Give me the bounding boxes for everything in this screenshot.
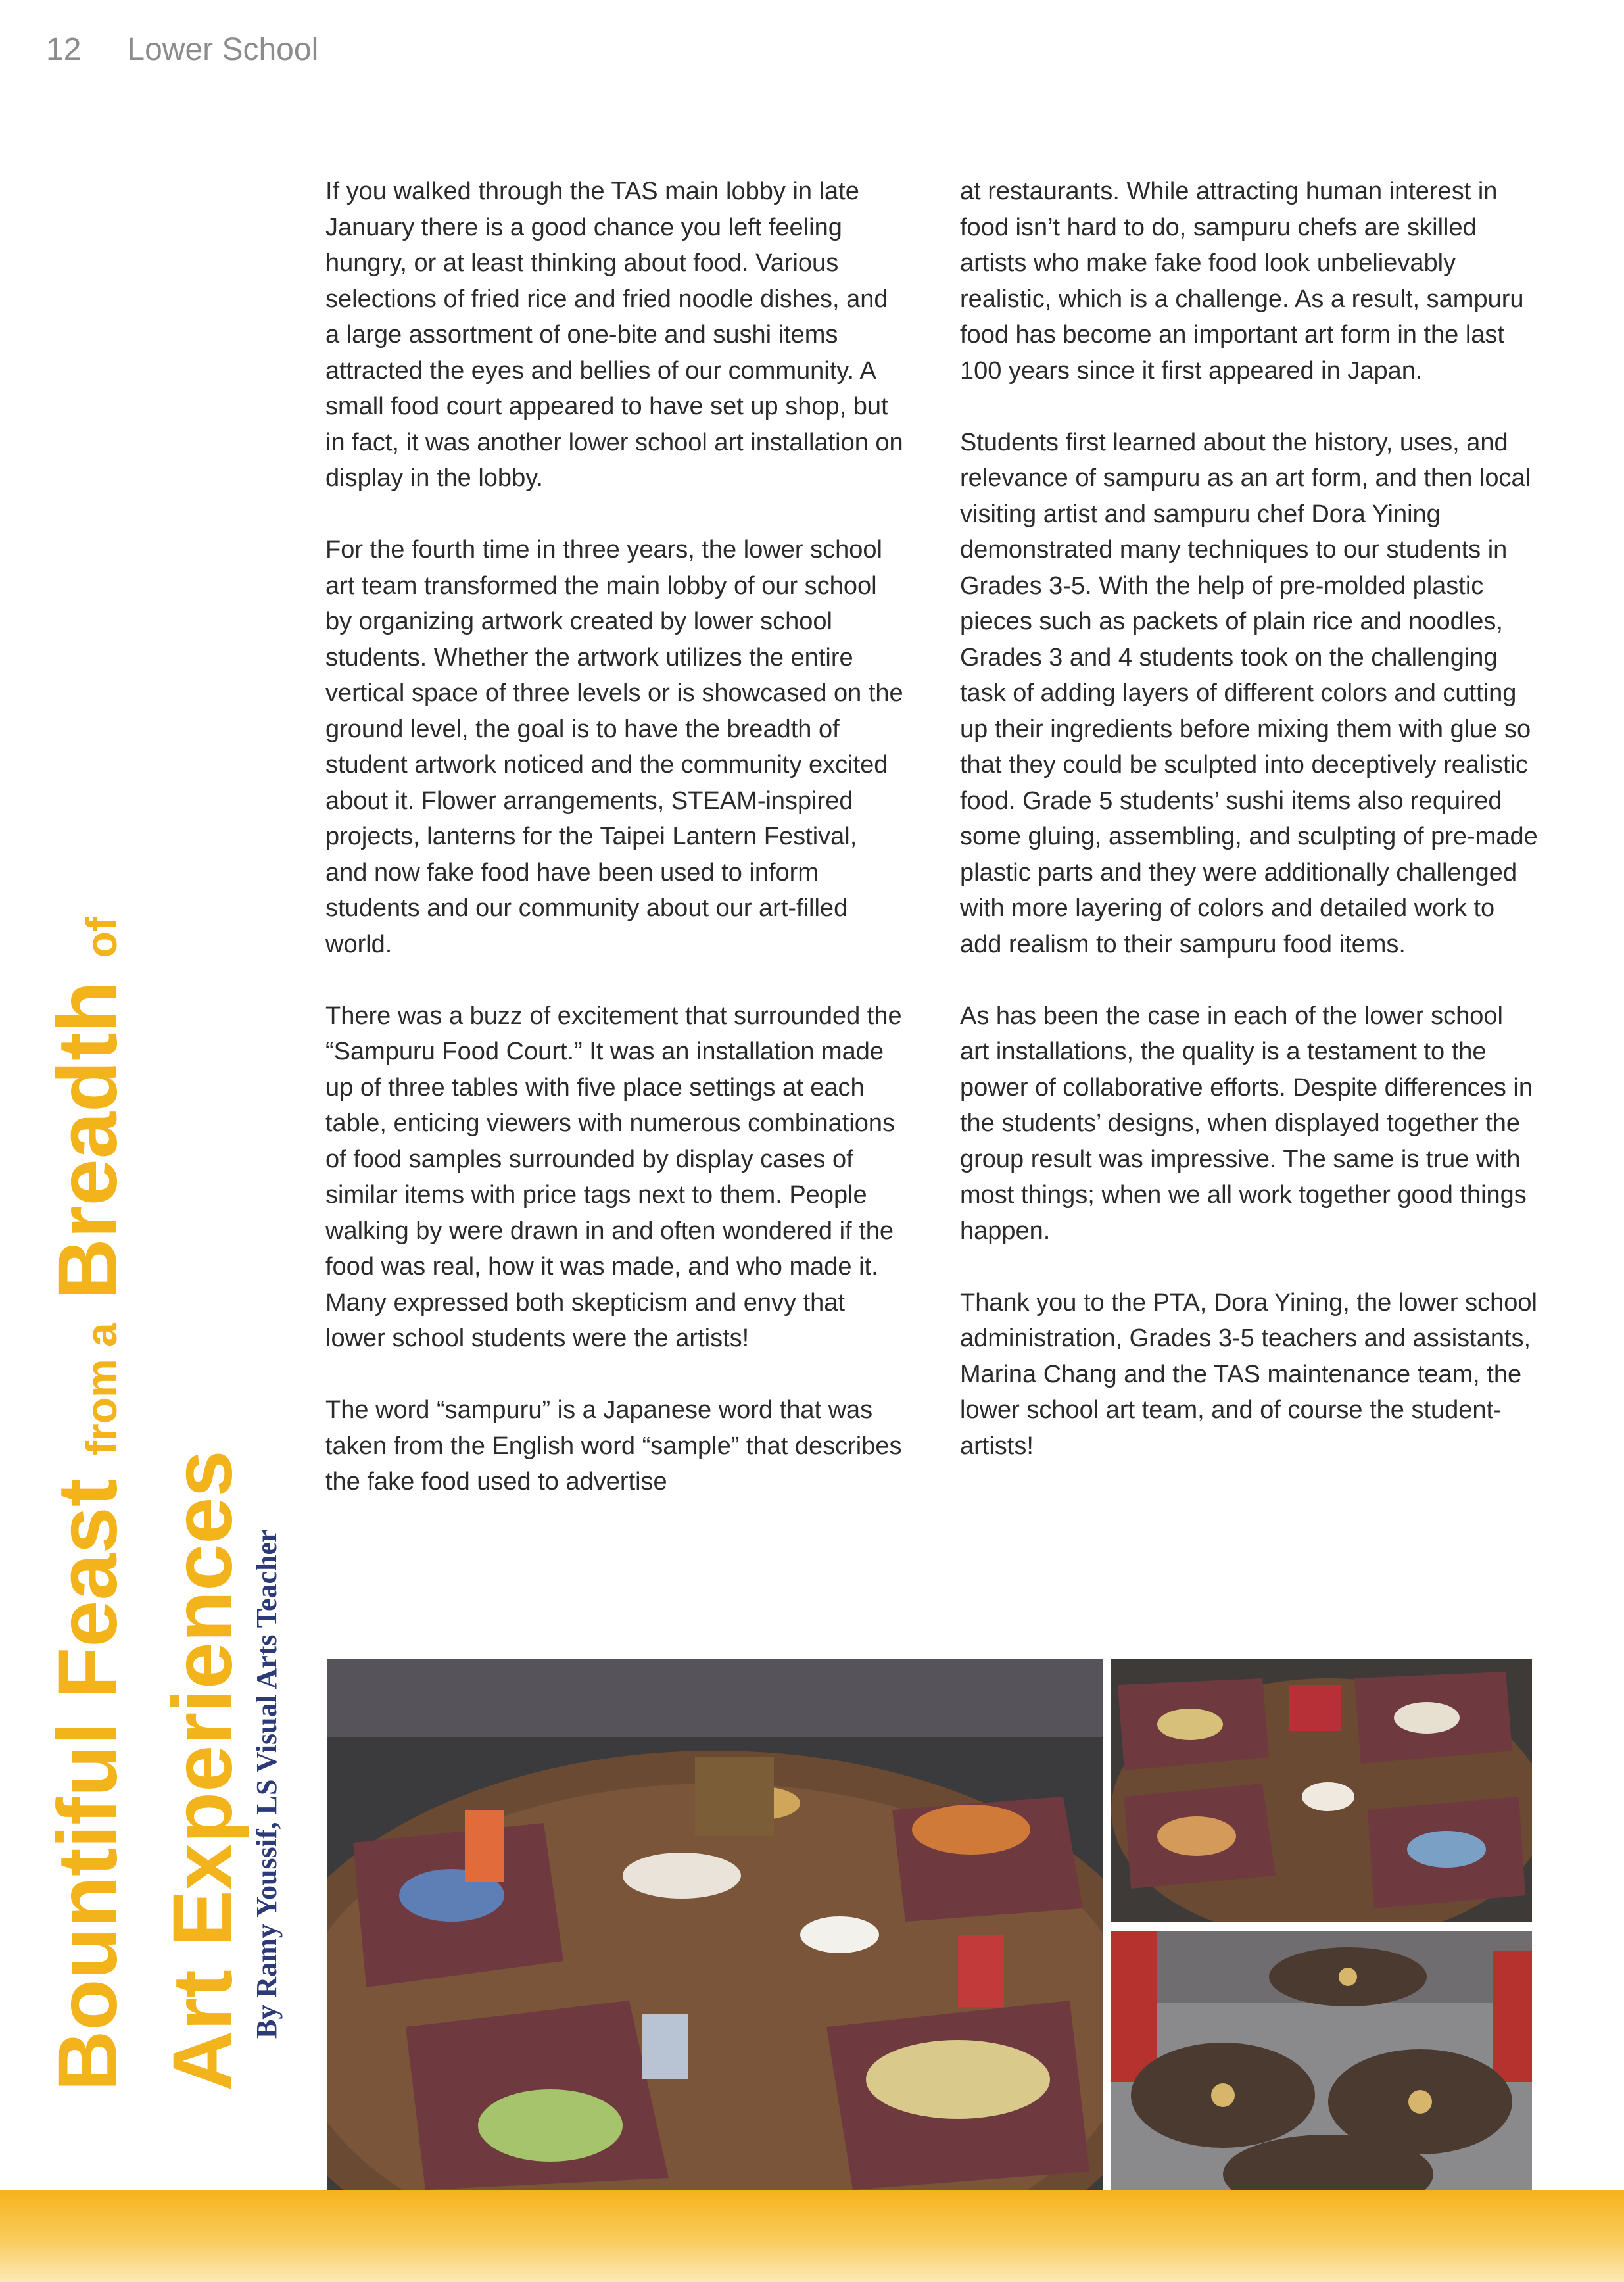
byline: By Ramy Youssif, LS Visual Arts Teacher [251, 1529, 283, 2039]
title-line-2: Art Experiences [156, 1450, 250, 2091]
photo-food-table-closeup [327, 1659, 1103, 2190]
title-part-from-a: from a [77, 1323, 126, 1455]
title-line-1 [41, 917, 135, 2091]
paragraph: at restaurants. While attracting human interest in food isn’t hard to do, sampuru chefs are skilled artists who make fake food look unbelievably realistic, which is a challenge. As a result, sampuru food has become an important art form in the last 100 years since it first appeared in Japan. [960, 178, 1524, 385]
photo-installation-overview [1111, 1931, 1532, 2190]
paragraph: For the fourth time in three years, the lower school art team transformed the main lobby of our school by organizing artwork created by lower school students. Whether the artwork utilizes the entire vertical space of three levels or is showcased on the ground level, the goal is to have the breadth of student artwork noticed and the community excited about it. Flower arrangements, STEAM-inspired projects, lanterns for the Taipei Lantern Festival, and now fake food have been used to inform students and our community about our art-filled world. [325, 536, 903, 958]
article-column-2 [960, 174, 1539, 1500]
footer-accent-bar [0, 2190, 1624, 2282]
paragraph: Students first learned about the history, uses, and relevance of sampuru as an art form, and then local visiting artist and sampuru chef Dora Yining demonstrated many techniques to our students in Grades 3-5. With the help of pre-molded plastic pieces such as packets of plain rice and noodles, Grades 3 and 4 students took on the challenging task of adding layers of different colors and cutting up their ingredients before mixing them with glue so that they could be sculpted into deceptively realistic food. Grade 5 students’ sushi items also required some gluing, assembling, and sculpting of pre-made plastic parts and they were additionally challenged with more layering of colors and detailed work to add realism to their sampuru food items. [960, 428, 1538, 958]
paragraph: Thank you to the PTA, Dora Yining, the lower school administration, Grades 3-5 teachers and assistants, Marina Chang and the TAS maintenance team, the lower school art team, and of course the student-artists! [960, 1288, 1537, 1460]
title-part-of: of [77, 917, 126, 958]
title-part-bountiful-feast: Bountiful Feast [41, 1478, 135, 2091]
article-column-1 [325, 174, 904, 1536]
food-table-illustration [327, 1659, 1103, 2190]
overhead-table-illustration [1111, 1659, 1532, 1922]
paragraph: There was a buzz of excitement that surrounded the “Sampuru Food Court.” It was an installation made up of three tables with five place settings at each table, enticing viewers with numerous combinations of food samples surrounded by display cases of similar items with price tags next to them. People walking by were drawn in and often wondered if the food was real, how it was made, and who made it. Many expressed both skepticism and envy that lower school students were the artists! [325, 1002, 902, 1352]
section-name: Lower School [127, 32, 319, 67]
photo-food-table-overhead [1111, 1659, 1532, 1922]
paragraph: If you walked through the TAS main lobby in late January there is a good chance you left feeling hungry, or at least thinking about food. Various selections of fried rice and fried noodle dishes, and a large assortment of one-bite and sushi items attracted the eyes and bellies of our community. A small food court appeared to have set up shop, but in fact, it was another lower school art installation on display in the lobby. [325, 178, 903, 492]
article-title-block [41, 743, 283, 2091]
installation-overview-illustration [1111, 1931, 1532, 2190]
page-number: 12 [46, 32, 82, 67]
paragraph: The word “sampuru” is a Japanese word that was taken from the English word “sample” that describes the fake food used to advertise [325, 1396, 902, 1495]
page-header [46, 32, 318, 68]
paragraph: As has been the case in each of the lower school art installations, the quality is a testament to the power of collaborative efforts. Despite differences in the students’ designs, when displayed together the group result was impressive. The same is true with most things; when we all work together good things happen. [960, 1002, 1533, 1245]
title-part-breadth: Breadth [41, 981, 135, 1299]
